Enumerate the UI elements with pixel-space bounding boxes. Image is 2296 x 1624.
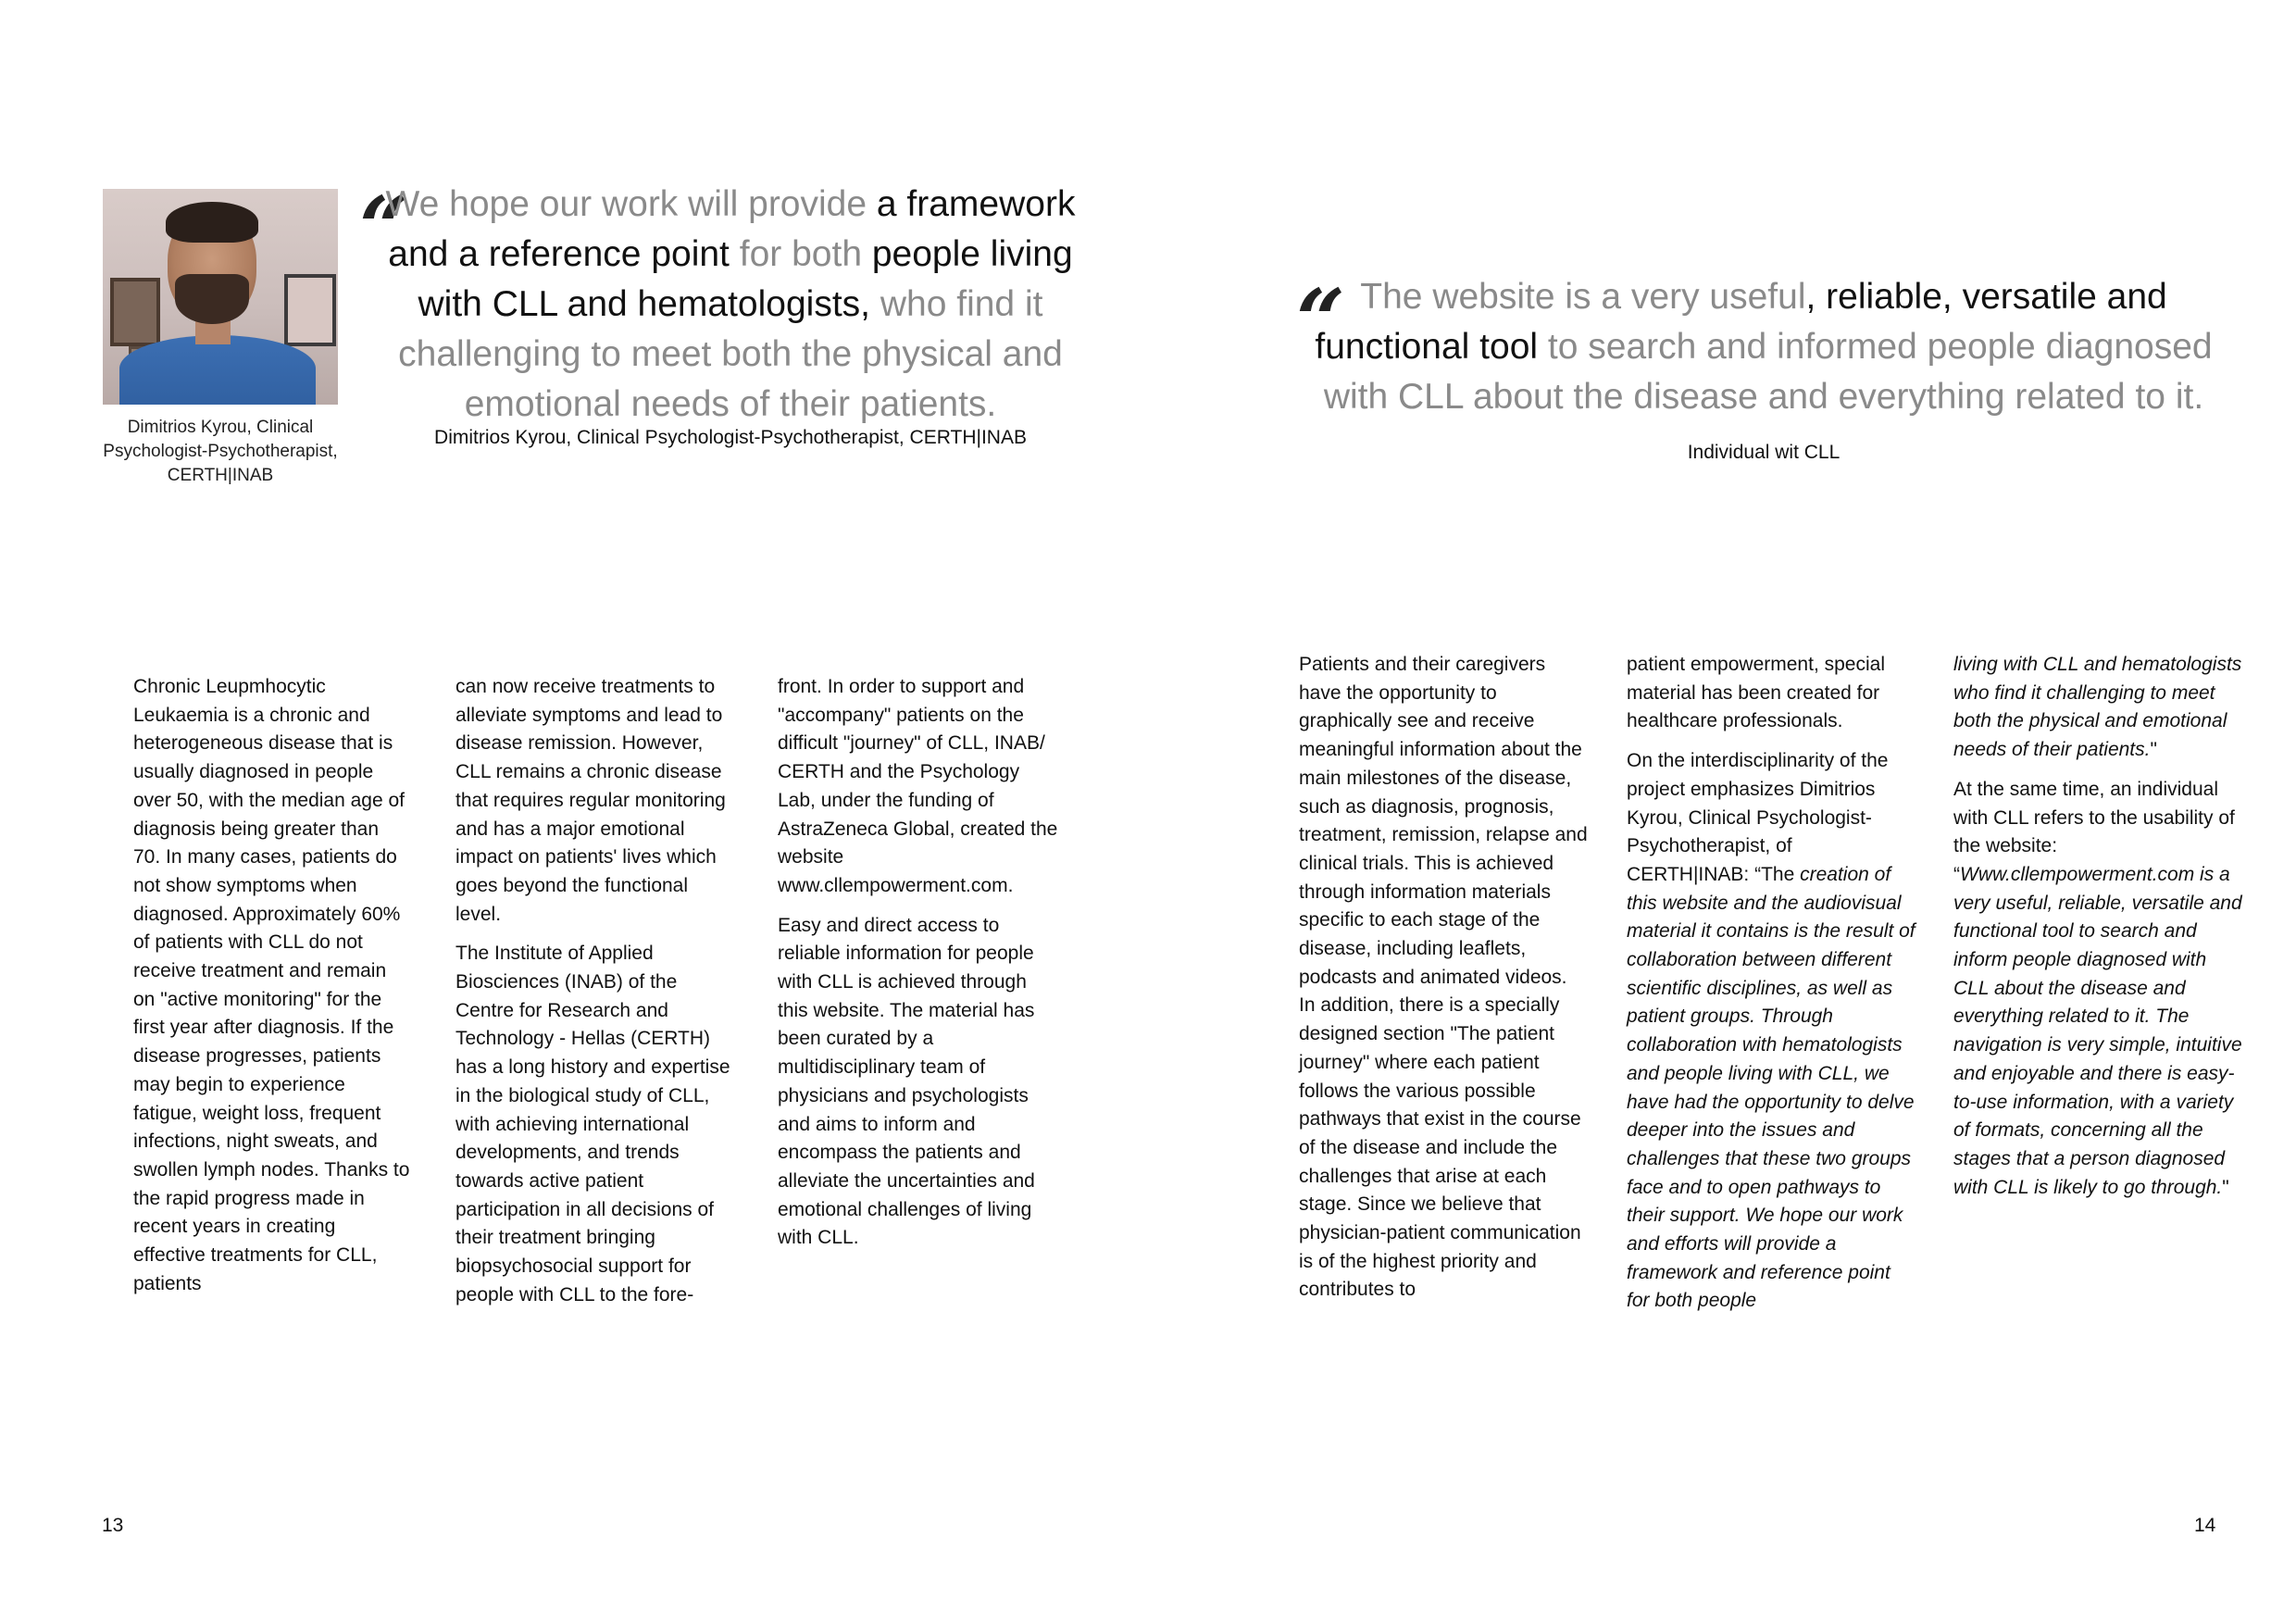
paragraph: patient empowerment, special material has been created for healthcare professionals. <box>1627 654 1885 732</box>
paragraph: Patients and their caregivers have the opportunity to graphically see and receive meaningful information about the main milestones of the disease, such as diagnosis, prognosis, treatment, remission, relapse and clinical trials. This is achieved through information materials specific to each stage of the disease, including leaflets, podcasts and animated videos. In addition, there is a specially designed section "The patient journey" where each patient follows the various possible pathways that exist in the course of the disease and include the challenges that arise at each stage. Since we believe that physician-patient communication is of the highest priority and contributes to <box>1299 654 1588 1301</box>
paragraph-text: At the same time, an individual with CLL refers to the usability of the website: “ <box>1953 778 2235 885</box>
page-number: 14 <box>2194 1515 2216 1536</box>
quote-mark-icon: “ <box>359 178 408 278</box>
text-column-4 <box>1299 651 1588 1316</box>
paragraph: can now receive treatments to alleviate symptoms and lead to disease remission. However, CLL remains a chronic disease that requires regular monitoring and has a major emotional impact on patients' lives which goes beyond the functional level. <box>455 676 726 925</box>
quote-mark-icon: “ <box>1296 270 1345 370</box>
paragraph: Chronic Leupmhocytic Leukaemia is a chronic and heterogeneous disease that is usually diagnosed in people over 50, with the median age of diagnosis being greater than 70. In many cases, patients do not show symptoms when diagnosed. Approximately 60% of patients with CLL do not receive treatment and remain on "active monitoring" for the first year after diagnosis. If the disease progresses, patients may begin to experience fatigue, weight loss, frequent infections, night sweats, and swollen lymph nodes. Thanks to the rapid progress made in recent years in creating effective treatments for CLL, patients <box>133 676 410 1294</box>
paragraph <box>1953 776 2242 1203</box>
quote-emphasis: , reliable, versatile and functional tool <box>1315 277 2167 367</box>
pull-quote <box>1315 272 2213 478</box>
page-number: 13 <box>102 1515 124 1536</box>
portrait-photo <box>103 189 338 405</box>
paragraph <box>1627 747 1915 1316</box>
italic-quote: creation of this website and the audiovisual material it contains is the result of collaboration between different scientific disciplines, as well as patient groups. Through collaboration with hematologists and people living with CLL, we have had the opportunity to delve deeper into the issues and challenges that these two groups face and to open pathways to their support. We hope our work and efforts will provide a framework and reference point for both people <box>1627 863 1915 1312</box>
quote-attribution: Dimitrios Kyrou, Clinical Psychologist-Psychotherapist, CERTH|INAB <box>434 427 1027 448</box>
quote-emphasis: people living with CLL and hematologists, <box>418 234 1073 324</box>
quote-attribution: Individual wit CLL <box>1687 442 1841 463</box>
paragraph-text: On the interdisciplinarity of the project emphasizes Dimitrios Kyrou, Clinical Psychologist-Psychotherapist, of CERTH|INAB: “The <box>1627 750 1889 885</box>
quote-emphasis: a framework and a reference point <box>388 184 1076 274</box>
photo-caption: Dimitrios Kyrou, Clinical Psychologist-Psychotherapist, CERTH|INAB <box>103 418 338 485</box>
paragraph: The Institute of Applied Biosciences (INAB) of the Centre for Research and Technology - Hellas (CERTH) has a long history and expertise in the biological study of CLL, with achieving international developments, and trends towards active patient participation in all decisions of their treatment bringing biopsychosocial support for people with CLL to the fore- <box>455 943 730 1305</box>
quote-text: The website is a very useful <box>1360 277 1806 317</box>
quote-text: who find it challenging to meet both the physical and emotional needs of their patients. <box>398 284 1063 424</box>
text-column-2 <box>455 673 735 1320</box>
text-column-3 <box>778 673 1060 1264</box>
italic-quote: living with CLL and hematologists who find it challenging to meet both the physical and emotional needs of their patients. <box>1953 654 2242 761</box>
quote-text: We hope our work will provide <box>385 184 867 224</box>
quote-text: for both <box>739 234 863 274</box>
paragraph-text: " <box>2222 1176 2229 1198</box>
paragraph-text: " <box>2150 739 2157 761</box>
text-column-1 <box>133 673 411 1309</box>
right-page <box>1148 0 2296 1624</box>
pull-quote <box>374 180 1087 430</box>
paragraph: Easy and direct access to reliable information for people with CLL is achieved through this website. The material has been curated by a multidisciplinary team of physicians and psychologists and aims to inform and encompass the patients and alleviate the uncertainties and emotional challenges of living with CLL. <box>778 914 1035 1249</box>
italic-quote: Www.cllempowerment.com is a very useful, reliable, versatile and functional tool to search and inform people diagnosed with CLL about the disease and everything related to it. The navigation is very simple, intuitive and enjoyable and there is easy-to-use information, with a variety of formats, concerning all the stages that a person diagnosed with CLL is likely to go through. <box>1953 863 2242 1198</box>
text-column-6 <box>1953 651 2242 1213</box>
text-column-5 <box>1627 651 1915 1327</box>
quote-text: to search and informed people diagnosed with CLL about the disease and everything related to it. <box>1323 327 2213 417</box>
paragraph <box>1953 651 2242 765</box>
paragraph: front. In order to support and "accompany" patients on the difficult "journey" of CLL, INAB/ CERTH and the Psychology Lab, under the funding of AstraZeneca Global, created the website www.cllempowerment.com. <box>778 676 1058 896</box>
